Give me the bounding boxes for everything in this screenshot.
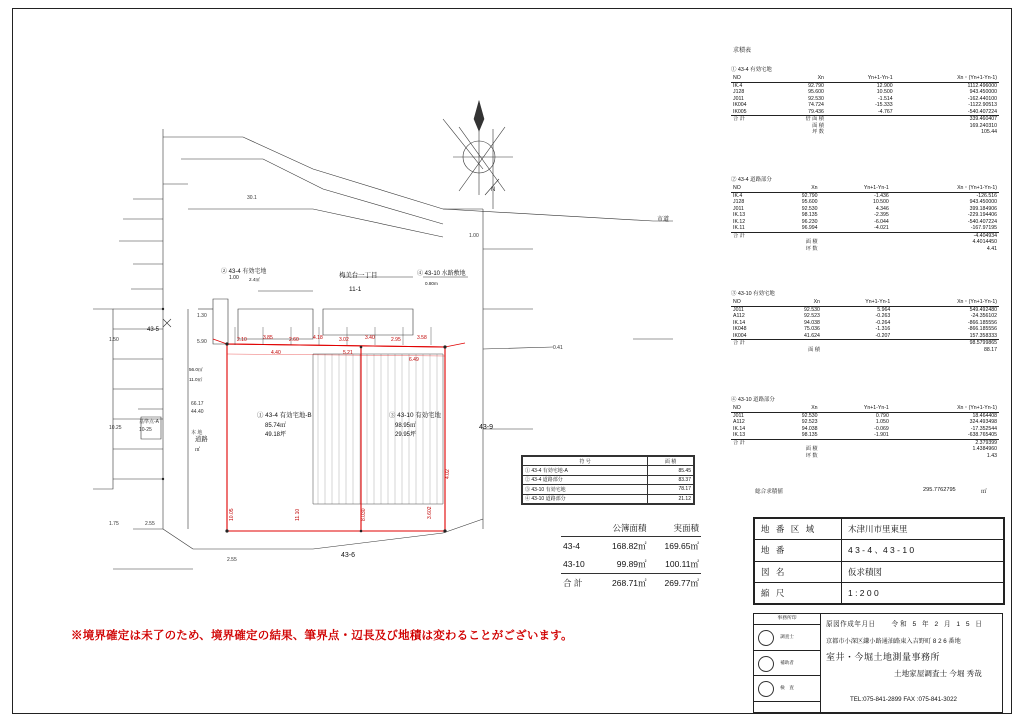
table-row: 面 積 1.4384960 [805,446,997,453]
svg-text:本 地: 本 地 [191,430,203,436]
issuer-address: 京都市小深区鎌小路通油路東入吉野町 8 2 6 番地 [826,638,961,645]
legend-row-label: ① 43-4 有効宅地-A [523,466,648,475]
svg-text:5.21: 5.21 [343,350,353,356]
label-umemidai: 梅美台一丁目 [339,272,378,279]
label-road: 道路 [195,436,208,443]
area-summary-table [561,519,701,592]
area-summary-row-koubo: 99.89㎡ [616,559,647,569]
legend-col-right: 面 積 [648,457,694,466]
label-11-1: 11-1 [349,286,362,293]
title-value-drawingname: 仮求積図 [842,561,1004,582]
area-summary-total-label: 合 計 [561,574,596,593]
title-value-scale: 1 : 2 0 0 [842,582,1004,603]
label-city-road: 市道 [657,217,670,223]
grand-total-unit: ㎡ [981,489,987,495]
title-block [753,517,1005,605]
stamp-top-label: 事務所印 [754,614,820,625]
label-43-5: 43-5 [147,327,160,333]
parcel-b-title: ③ 43-10 有効宅地 [389,412,441,419]
parcel-a-title: ① 43-4 有効宅地-B [257,412,312,419]
svg-text:2.10: 2.10 [237,337,247,343]
svg-text:11.0㎡: 11.0㎡ [189,377,203,382]
table-row: IK.4 92.790 12.900 1112.496000 [733,82,997,89]
table-row: J011 92.530 0.790 18.464408 [733,412,997,419]
stamp-row [754,676,820,702]
stamp-row-label: 調査士 [780,634,794,639]
area-summary-row-jitsu: 169.65㎡ [664,541,699,551]
plan-svg [13,9,713,715]
table-row: IK.14 94.038 -0.069 -17.352544 [733,425,997,432]
calc-col-no: NO [731,185,771,193]
issuer-tel: TEL:075-841-2899 FAX :075-841-3022 [850,696,957,703]
svg-text:1.75: 1.75 [109,521,119,527]
svg-text:0.80m: 0.80m [425,281,438,286]
stamp-circle-icon [758,681,774,697]
svg-text:56.0㎡: 56.0㎡ [189,367,203,372]
stamp-row [754,651,820,677]
table-row: J128 95.600 10.500 943.450000 [733,89,997,96]
svg-text:10-25: 10-25 [139,427,152,433]
drawing-sheet [12,8,1012,714]
table-row: J128 95.600 10.500 943.450000 [733,199,997,206]
title-value-lotnum: 4 3 - 4 、4 3 - 1 0 [842,540,1004,561]
calc-block-4 [731,397,999,459]
issue-date-value: 令和 5 年 2 月 1 5 日 [891,621,984,628]
svg-text:30.1: 30.1 [247,195,257,201]
calc-col-prod: Xn・(Yn+1-Yn-1) [891,185,999,193]
calc-col-xn: Xn [774,299,822,307]
table-row: IK.13 98.135 -2.395 -229.194406 [733,212,997,219]
svg-text:10.25: 10.25 [109,425,122,431]
area-summary-total-koubo: 268.71㎡ [596,574,648,593]
parcel-b-area: 98.95㎡ [395,423,417,429]
svg-text:1.00: 1.00 [229,275,239,281]
svg-text:4.40: 4.40 [271,350,281,356]
table-row: IK.11 96.994 -4.021 -167.97195 [733,225,997,232]
legend-col-left: 符 号 [523,457,648,466]
issue-date-label: 原図作成年月日 [826,621,876,628]
svg-text:3.602: 3.602 [427,506,433,519]
area-summary-total-jitsu: 269.77㎡ [649,574,701,593]
table-row: A112 92.523 1.050 324.493498 [733,419,997,426]
map-legend [521,455,695,505]
svg-text:44.40: 44.40 [191,409,204,415]
legend-row-label: ④ 43-10 道路部分 [523,494,648,503]
calc-table [731,185,999,253]
issue-date-row [826,618,984,628]
table-row: 合 計 2.379399 [733,439,997,446]
table-row: J011 92.530 -1.514 -162.440100 [733,95,997,102]
calc-col-xn: Xn [771,185,820,193]
stamp-circle-icon [758,656,774,672]
stamp-circle-icon [758,630,774,646]
calc-col-prod: Xn・(Yn+1-Yn-1) [895,75,999,83]
legend-row-label: ③ 43-10 有効宅地 [523,485,648,494]
svg-text:3.85: 3.85 [263,335,273,341]
legend-row-value: 21.12 [648,494,694,503]
table-row: IK.4 92.790 -1.436 -126.516 [733,192,997,199]
area-summary-row-name: 43-4 [563,541,581,551]
calc-col-no: NO [731,299,774,307]
area-summary-row-jitsu: 100.11㎡ [665,559,699,569]
svg-text:0.41: 0.41 [553,345,563,351]
svg-text:66.17: 66.17 [191,401,204,407]
title-key-lotnum: 地 番 [755,540,842,561]
parcel-a-area: 85.74㎡ [265,423,287,429]
compass-label: N [491,187,496,193]
table-row: IK048 75.036 -1.316 -866.185556 [733,326,997,333]
parcel-a-tsubo: 49.18坪 [265,432,287,438]
svg-text:10.05: 10.05 [229,508,235,521]
svg-text:2.95: 2.95 [391,337,401,343]
calc-block-1 [731,67,999,136]
legend-row-value: 85.45 [648,466,694,475]
table-row: 坪 数 1.43 [805,452,997,459]
svg-text:3.02: 3.02 [339,337,349,343]
label-43-4-eff: ② 43-4 有効宅地 [221,269,267,275]
svg-text:11.10: 11.10 [295,508,301,521]
calc-col-dy: Yn+1-Yn-1 [820,405,891,413]
svg-text:2.4㎡: 2.4㎡ [249,277,260,282]
table-row: A112 92.523 -0.263 -24.356102 [733,313,997,320]
svg-text:1.00: 1.00 [469,233,479,239]
calc-col-prod: Xn・(Yn+1-Yn-1) [892,299,999,307]
area-summary-blank [561,519,596,537]
calc-title: ③ 43-10 有効宅地 [731,291,775,297]
table-row: 坪 数 4.41 [805,245,997,252]
calc-col-xn: Xn [773,75,826,83]
table-row: IK.12 96.230 -6.044 -540.407224 [733,218,997,225]
area-summary-row-name: 43-10 [563,559,585,569]
area-summary-row-koubo: 168.82㎡ [612,541,647,551]
table-row: 合 計 倍 面 積 339.460407 [733,116,997,123]
stamp-row-label: 検 査 [780,685,794,690]
issuer-block [753,613,1003,713]
table-row: IK004 74.724 -15.333 -1122.90513 [733,102,997,109]
calc-table [731,75,999,136]
title-key-scale: 縮 尺 [755,582,842,603]
area-summary-col-jitsu: 実面積 [649,519,701,537]
grand-total-value: 295.7762795 [923,487,956,493]
svg-text:3.58: 3.58 [417,335,427,341]
svg-text:2.55: 2.55 [227,557,237,563]
svg-text:㎡: ㎡ [195,447,201,453]
title-key-drawingname: 図 名 [755,561,842,582]
label-43-6: 43-6 [341,552,356,559]
legend-row-label: ② 43-4 道路部分 [523,475,648,484]
legend-row-value: 78.17 [648,485,694,494]
grand-total-label: 総合求積値 [755,489,783,495]
issuer-person: 土地家屋調査士 今堀 秀哉 [894,669,982,678]
calc-col-xn: Xn [771,405,820,413]
calc-table [731,299,999,354]
calc-col-dy: Yn+1-Yn-1 [826,75,895,83]
svg-text:1.50: 1.50 [109,337,119,343]
table-row: 合 計 98.5799865 [733,340,997,347]
calc-col-dy: Yn+1-Yn-1 [822,299,892,307]
table-row: 面 積 4.4014450 [805,239,997,246]
title-key-area: 地 番 区 域 [755,519,842,540]
area-summary-col-koubo: 公簿面積 [596,519,648,537]
calc-block-2 [731,177,999,252]
table-row: J011 92.530 5.964 549.492480 [733,306,997,313]
calc-title: ① 43-4 有効宅地 [731,67,772,73]
issuer-office: 室井・今堀土地測量事務所 [826,652,941,662]
svg-text:3.40: 3.40 [365,335,375,341]
title-value-area: 木津川市里東里 [842,519,1004,540]
calc-col-no: NO [731,75,773,83]
parcel-b-tsubo: 29.95坪 [395,432,417,438]
calc-block-3 [731,291,999,353]
calc-header: 求積表 [733,48,752,54]
calc-col-no: NO [731,405,771,413]
svg-text:4.18: 4.18 [313,335,323,341]
svg-text:8.030: 8.030 [361,508,367,521]
svg-text:2.60: 2.60 [289,337,299,343]
caution-note: ※境界確定は未了のため、境界確定の結果、筆界点・辺長及び地積は変わることがございます。 [71,630,573,642]
svg-text:5.90: 5.90 [197,339,207,345]
site-plan-drawing [13,9,713,715]
svg-text:2.55: 2.55 [145,521,155,527]
calc-col-prod: Xn・(Yn+1-Yn-1) [891,405,999,413]
svg-text:6.49: 6.49 [409,357,419,363]
stamp-area [754,614,821,714]
table-row: 面 積 88.17 [808,346,997,353]
svg-text:基準点-A: 基準点-A [139,419,160,425]
calc-col-dy: Yn+1-Yn-1 [820,185,891,193]
table-row: 合 計 -4.404934 [733,232,997,239]
legend-row-value: 83.37 [648,475,694,484]
table-row: IK.14 94.038 -0.264 -866.185556 [733,319,997,326]
table-row: J011 92.530 4.346 399.184906 [733,205,997,212]
calc-title: ② 43-4 道路部分 [731,177,772,183]
table-row: 面 積 169.240310 [812,122,997,129]
stamp-row [754,625,820,651]
stamp-row-label: 補助者 [780,659,794,665]
svg-text:1.30: 1.30 [197,313,207,319]
svg-text:4.02: 4.02 [445,469,451,479]
table-row: IK005 79.436 -4.767 -540.407224 [733,108,997,115]
table-row: IK004 41.624 -0.207 157.358333 [733,332,997,339]
calc-title: ④ 43-10 道路部分 [731,397,775,403]
table-row: IK.13 98.135 -1.901 -638.765405 [733,432,997,439]
calc-table [731,405,999,460]
label-43-10-waterway: ④ 43-10 水路敷地 [417,271,466,277]
label-43-9: 43-9 [479,424,494,431]
table-row: 坪 数 105.44 [812,129,997,136]
